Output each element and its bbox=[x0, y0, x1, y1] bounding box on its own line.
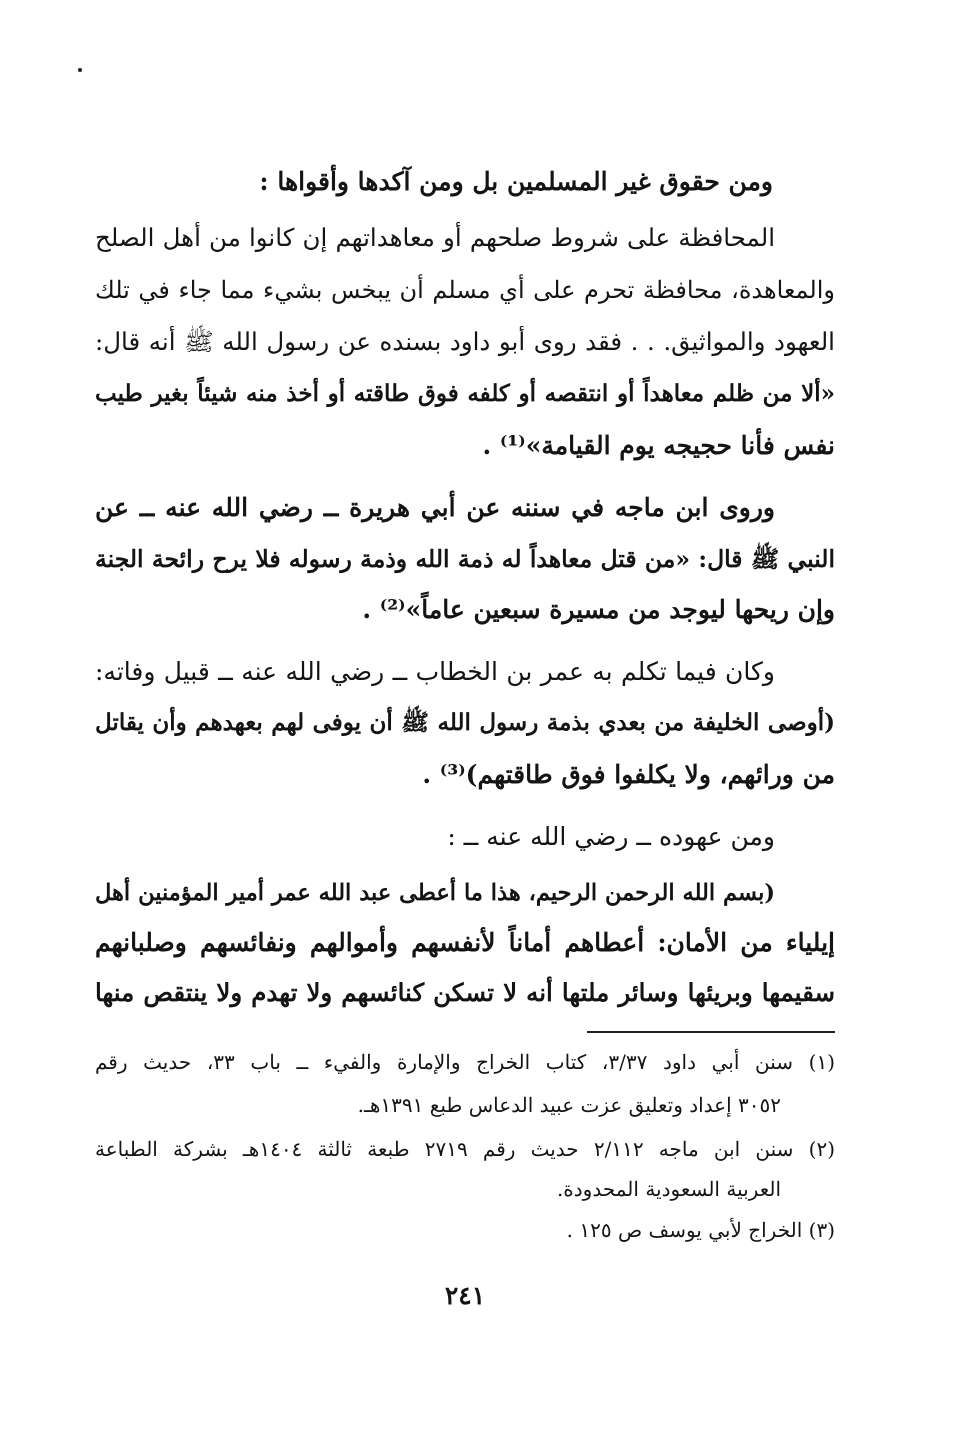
paragraph3-line-1: وكان فيما تكلم به عمر بن الخطاب ــ رضي الله عنه ــ قبيل وفاته: bbox=[95, 657, 775, 686]
paragraph5-line-3: سقيمها وبريئها وسائر ملتها أنه لا تسكن كنائسهم ولا تهدم ولا ينتقص منها bbox=[95, 978, 835, 1007]
paragraph1-line-5: نفس فأنا حجيجه يوم القيامة»⁽¹⁾ . bbox=[482, 431, 835, 460]
paragraph2-line-2: النبي ﷺ قال: «من قتل معاهداً له ذمة الله وذمة رسوله فلا يرح رائحة الجنة bbox=[95, 545, 835, 573]
paragraph1-line-2: والمعاهدة، محافظة تحرم على أي مسلم أن يبخس بشيء مما جاء في تلك bbox=[95, 276, 835, 304]
paragraph1-line-3: العهود والمواثيق. . . فقد روى أبو داود بسنده عن رسول الله ﷺ أنه قال: bbox=[95, 327, 835, 356]
paragraph3-line-3: من ورائهم، ولا يكلفوا فوق طاقتهم)⁽³⁾ . bbox=[422, 760, 835, 789]
paragraph3-line-2: (أوصى الخليفة من بعدي بذمة رسول الله ﷺ أن يوفى لهم بعهدهم وأن يقاتل bbox=[95, 709, 835, 736]
footnote-2-line-2: العربية السعودية المحدودة. bbox=[556, 1177, 781, 1201]
page-number: ٢٤١ bbox=[444, 1281, 486, 1310]
paragraph1-line-1: المحافظة على شروط صلحهم أو معاهداتهم إن كانوا من أهل الصلح bbox=[95, 223, 775, 252]
paragraph5-line-1: (بسم الله الرحمن الرحيم، هذا ما أعطى عبد الله عمر أمير المؤمنين أهل bbox=[95, 880, 775, 906]
paragraph5-line-2: إيلياء من الأمان: أعطاهم أماناً لأنفسهم وأموالهم ونفائسهم وصلبانهم bbox=[95, 928, 835, 957]
paragraph4-line-1: ومن عهوده ــ رضي الله عنه ــ : bbox=[447, 822, 775, 851]
stray-dot-mark bbox=[78, 68, 82, 72]
paragraph1-line-4: «ألا من ظلم معاهداً أو انتقصه أو كلفه فوق طاقته أو أخذ منه شيئاً بغير طيب bbox=[95, 380, 835, 407]
paragraph2-line-1: وروى ابن ماجه في سننه عن أبي هريرة ــ رضي الله عنه ــ عن bbox=[95, 493, 775, 522]
footnote-1-line-1: (١) سنن أبي داود ٣/٣٧، كتاب الخراج والإمارة والفيء ــ باب ٣٣، حديث رقم bbox=[95, 1050, 836, 1074]
footnote-1-line-2: ٣٠٥٢ إعداد وتعليق عزت عبيد الدعاس طبع ١٣٩١هـ. bbox=[357, 1093, 781, 1117]
section-heading: ومن حقوق غير المسلمين بل ومن آكدها وأقواها : bbox=[259, 167, 773, 196]
footnote-divider bbox=[587, 1031, 835, 1033]
book-page bbox=[95, 0, 835, 1445]
footnote-2-line-1: (٢) سنن ابن ماجه ٢/١١٢ حديث رقم ٢٧١٩ طبعة ثالثة ١٤٠٤هـ بشركة الطباعة bbox=[95, 1137, 835, 1161]
footnote-3-line-1: (٣) الخراج لأبي يوسف ص ١٢٥ . bbox=[566, 1218, 835, 1242]
paragraph2-line-3: وإن ريحها ليوجد من مسيرة سبعين عاماً»⁽²⁾ . bbox=[362, 595, 835, 624]
